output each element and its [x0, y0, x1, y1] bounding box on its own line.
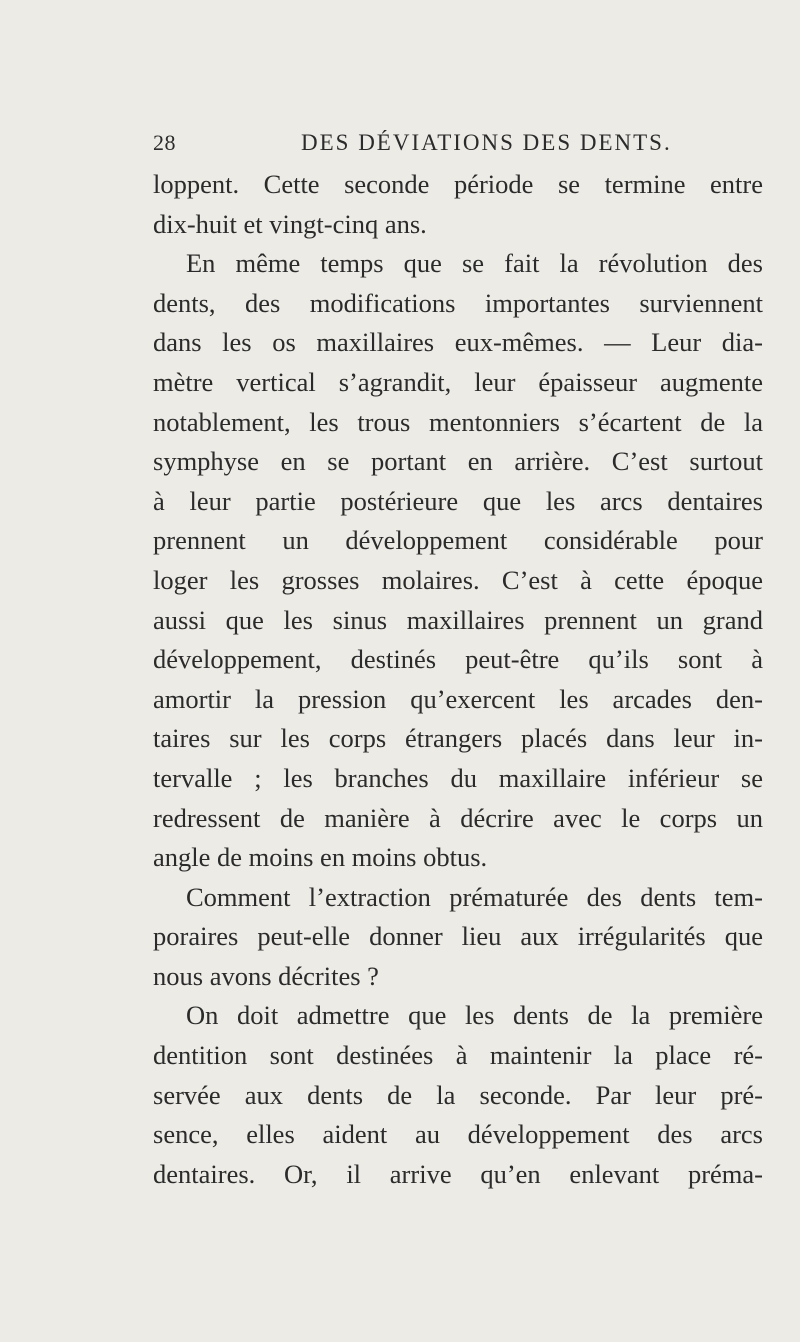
page-number: 28: [153, 130, 176, 155]
text-line: symphyse en se portant en arrière. C’est surtout: [153, 446, 763, 477]
text-line: poraires peut-elle donner lieu aux irrégularités que: [153, 921, 763, 952]
text-line: dentition sont destinées à maintenir la place ré-: [153, 1040, 763, 1071]
page-header: [153, 130, 763, 164]
text-line: dans les os maxillaires eux-mêmes. — Leur dia-: [153, 327, 763, 358]
body-text: [153, 165, 763, 1194]
text-line: Comment l’extraction prématurée des dents tem-: [186, 881, 763, 912]
text-line: angle de moins en moins obtus.: [153, 842, 488, 873]
running-head: DES DÉVIATIONS DES DENTS.: [301, 130, 672, 155]
text-line: loppent. Cette seconde période se termine entre: [153, 169, 763, 199]
text-line: taires sur les corps étrangers placés dans leur in-: [153, 723, 763, 754]
text-line: On doit admettre que les dents de la première: [186, 1000, 763, 1031]
text-line: loger les grosses molaires. C’est à cette époque: [153, 564, 763, 595]
text-line: dents, des modifications importantes surviennent: [153, 287, 763, 318]
text-line: notablement, les trous mentonniers s’écartent de la: [153, 406, 763, 437]
text-line: sence, elles aident au développement des arcs: [153, 1119, 763, 1150]
text-line: nous avons décrites ?: [153, 960, 379, 991]
text-line: servée aux dents de la seconde. Par leur pré-: [153, 1079, 763, 1110]
text-line: dix-huit et vingt-cinq ans.: [153, 208, 427, 239]
text-line: tervalle ; les branches du maxillaire inférieur se: [153, 762, 763, 793]
text-line: à leur partie postérieure que les arcs dentaires: [153, 485, 763, 516]
text-line: redressent de manière à décrire avec le corps un: [153, 802, 763, 833]
text-line: mètre vertical s’agrandit, leur épaisseur augmente: [153, 366, 763, 397]
text-line: amortir la pression qu’exercent les arcades den-: [153, 683, 763, 714]
text-line: dentaires. Or, il arrive qu’en enlevant préma-: [153, 1158, 763, 1189]
text-line: prennent un développement considérable pour: [153, 525, 763, 556]
text-line: aussi que les sinus maxillaires prennent un grand: [153, 604, 763, 635]
text-line: développement, destinés peut-être qu’ils sont à: [153, 644, 763, 675]
text-line: En même temps que se fait la révolution des: [186, 248, 763, 279]
